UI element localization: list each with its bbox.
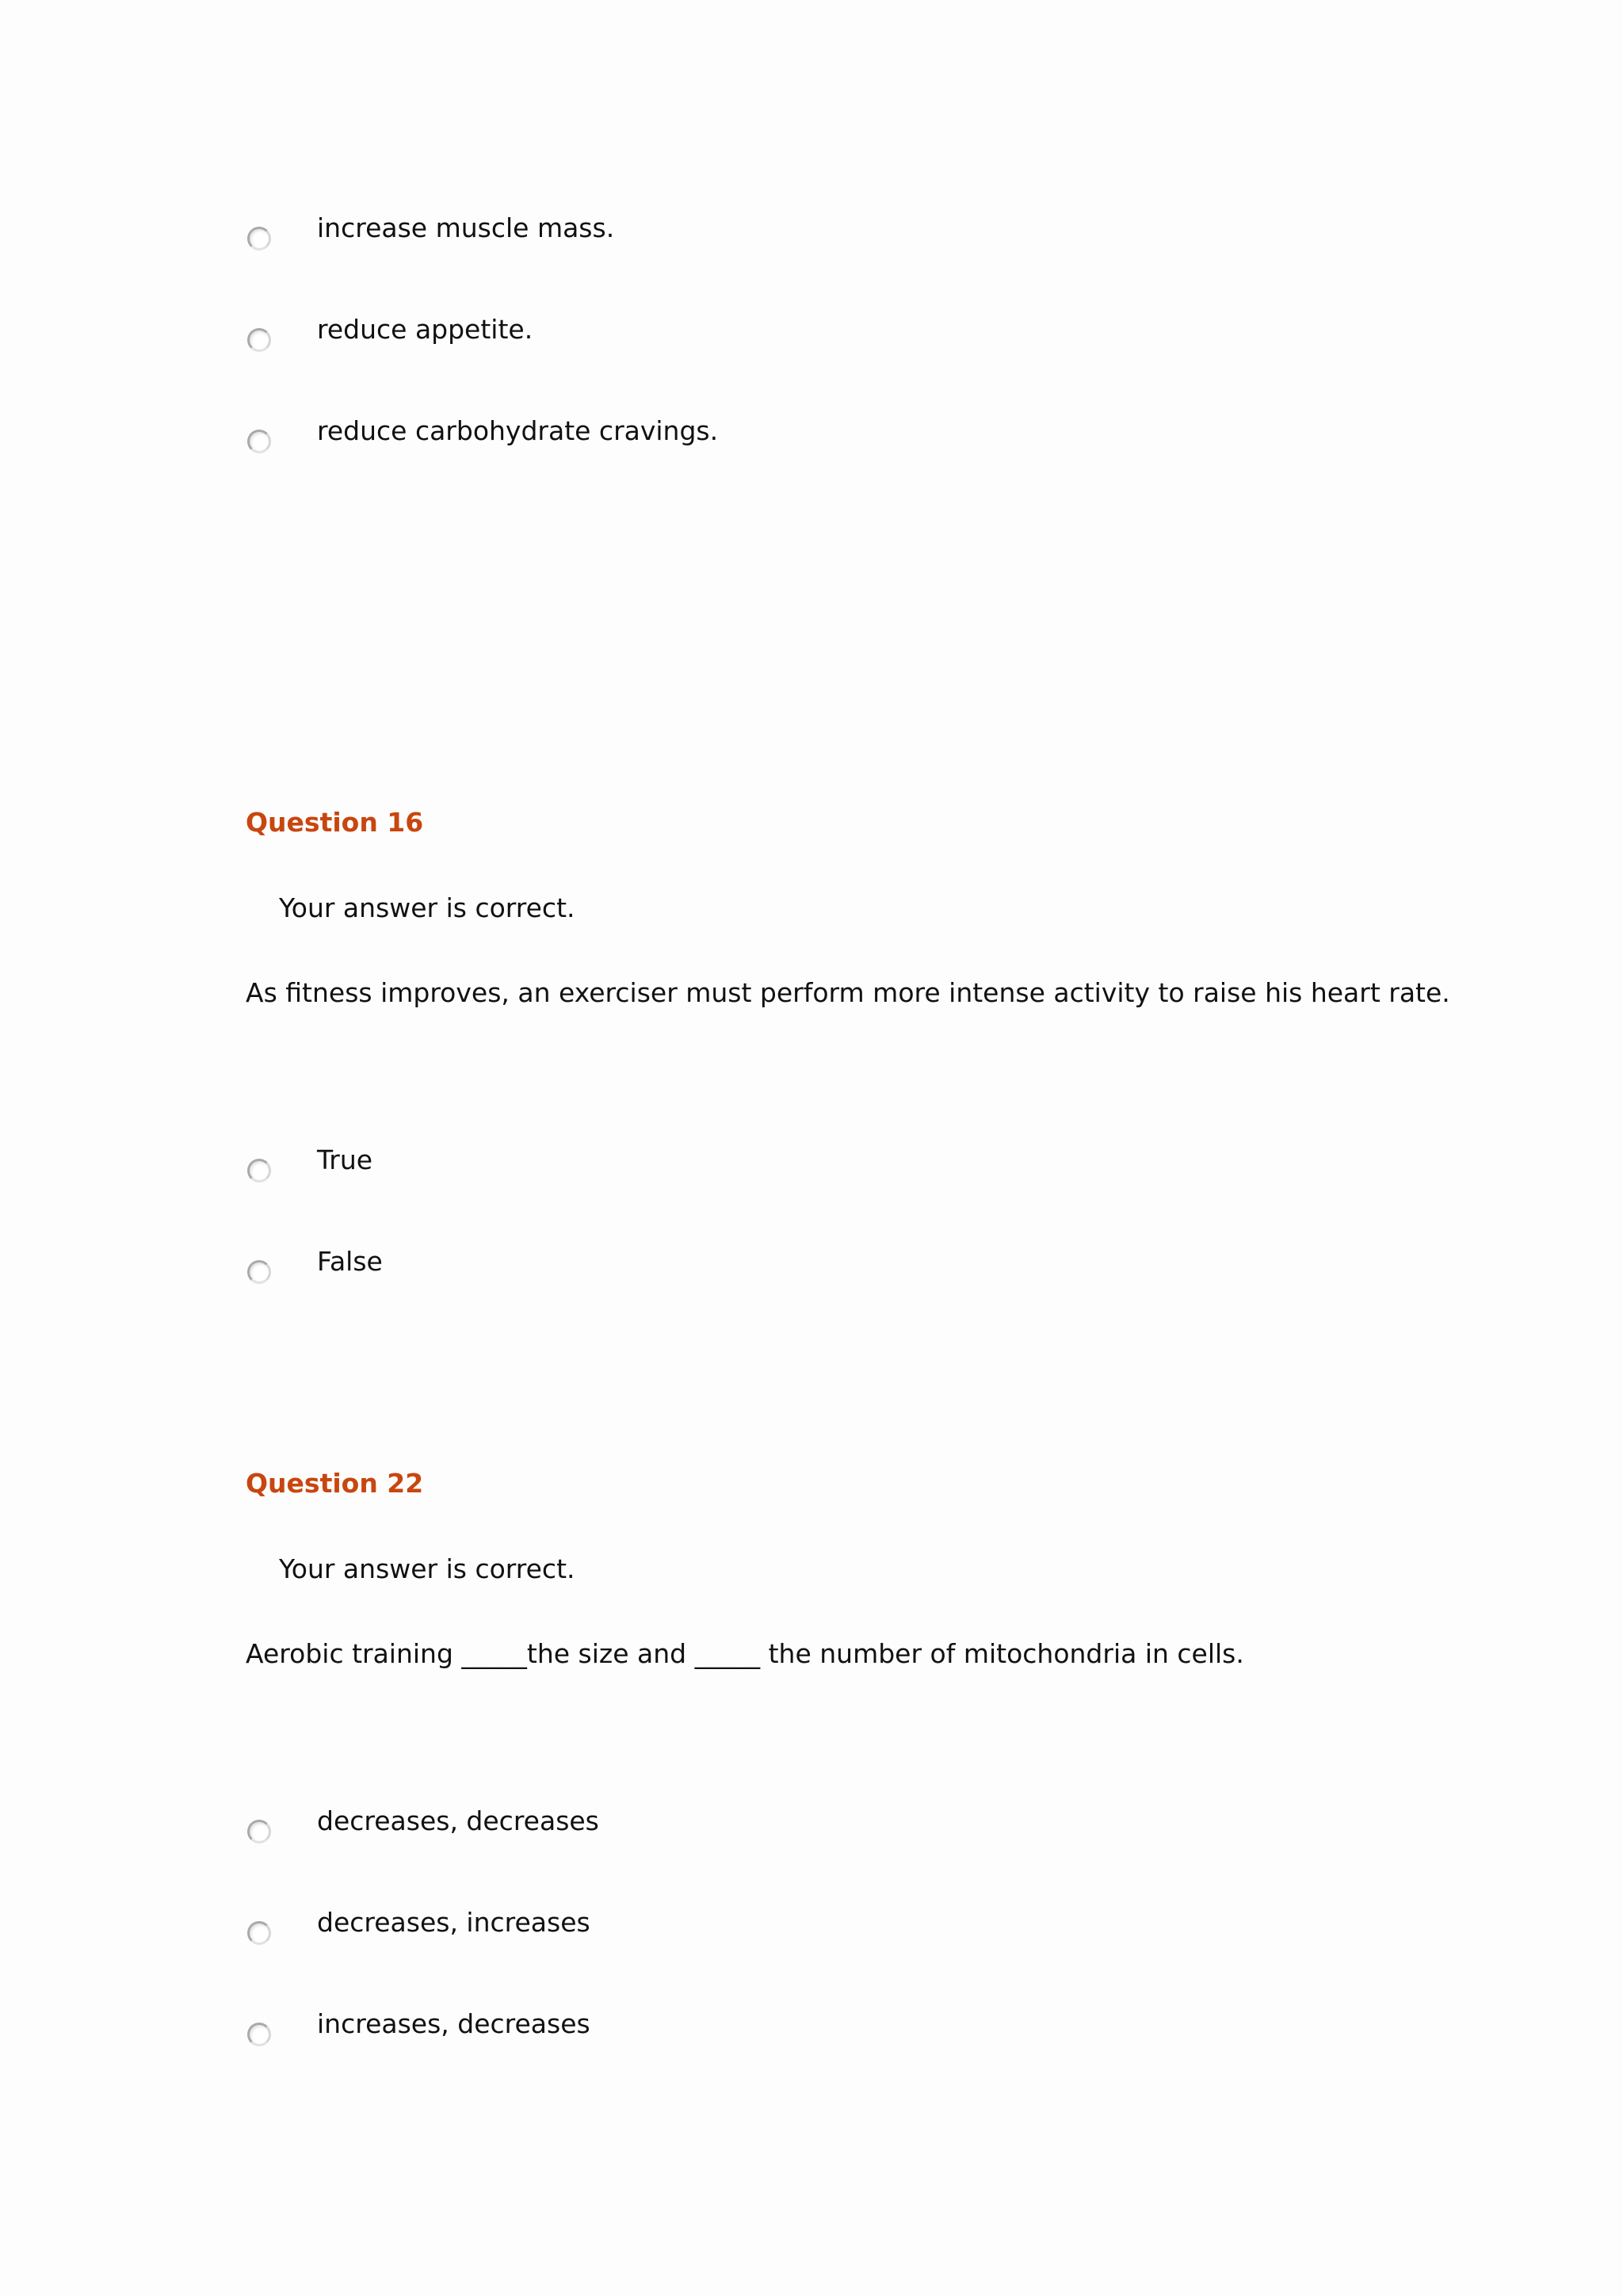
radio-button-icon[interactable] [247,1260,271,1284]
option-false[interactable] [247,1246,1357,1293]
option-reduce-appetite[interactable] [247,314,1357,361]
question-22-feedback: Your answer is correct. [279,1553,575,1584]
question-16-feedback: Your answer is correct. [279,892,575,923]
option-label: reduce appetite. [317,314,533,345]
radio-button-icon[interactable] [247,1921,271,1945]
option-increase-muscle-mass[interactable] [247,212,1357,260]
option-label: reduce carbohydrate cravings. [317,415,719,446]
option-label: decreases, increases [317,1907,590,1938]
radio-button-icon[interactable] [247,227,271,250]
option-reduce-carbohydrate-cravings[interactable] [247,415,1357,463]
radio-button-icon[interactable] [247,2023,271,2046]
question-22-title: Question 22 [246,1468,424,1499]
option-increases-decreases[interactable] [247,2008,1357,2056]
option-label: increases, decreases [317,2008,590,2039]
radio-button-icon[interactable] [247,430,271,453]
question-22-text: Aerobic training _____the size and _____ the number of mitochondria in cells. [246,1638,1244,1669]
option-decreases-decreases[interactable] [247,1805,1357,1853]
radio-button-icon[interactable] [247,328,271,352]
option-decreases-increases[interactable] [247,1907,1357,1954]
option-label: increase muscle mass. [317,212,615,243]
radio-button-icon[interactable] [247,1159,271,1182]
option-label: True [317,1144,373,1175]
radio-button-icon[interactable] [247,1820,271,1843]
option-true[interactable] [247,1144,1357,1192]
question-16-title: Question 16 [246,807,424,838]
option-label: decreases, decreases [317,1805,599,1836]
option-label: False [317,1246,383,1277]
question-16-text: As fitness improves, an exerciser must perform more intense activity to raise his heart rate. [246,977,1450,1008]
